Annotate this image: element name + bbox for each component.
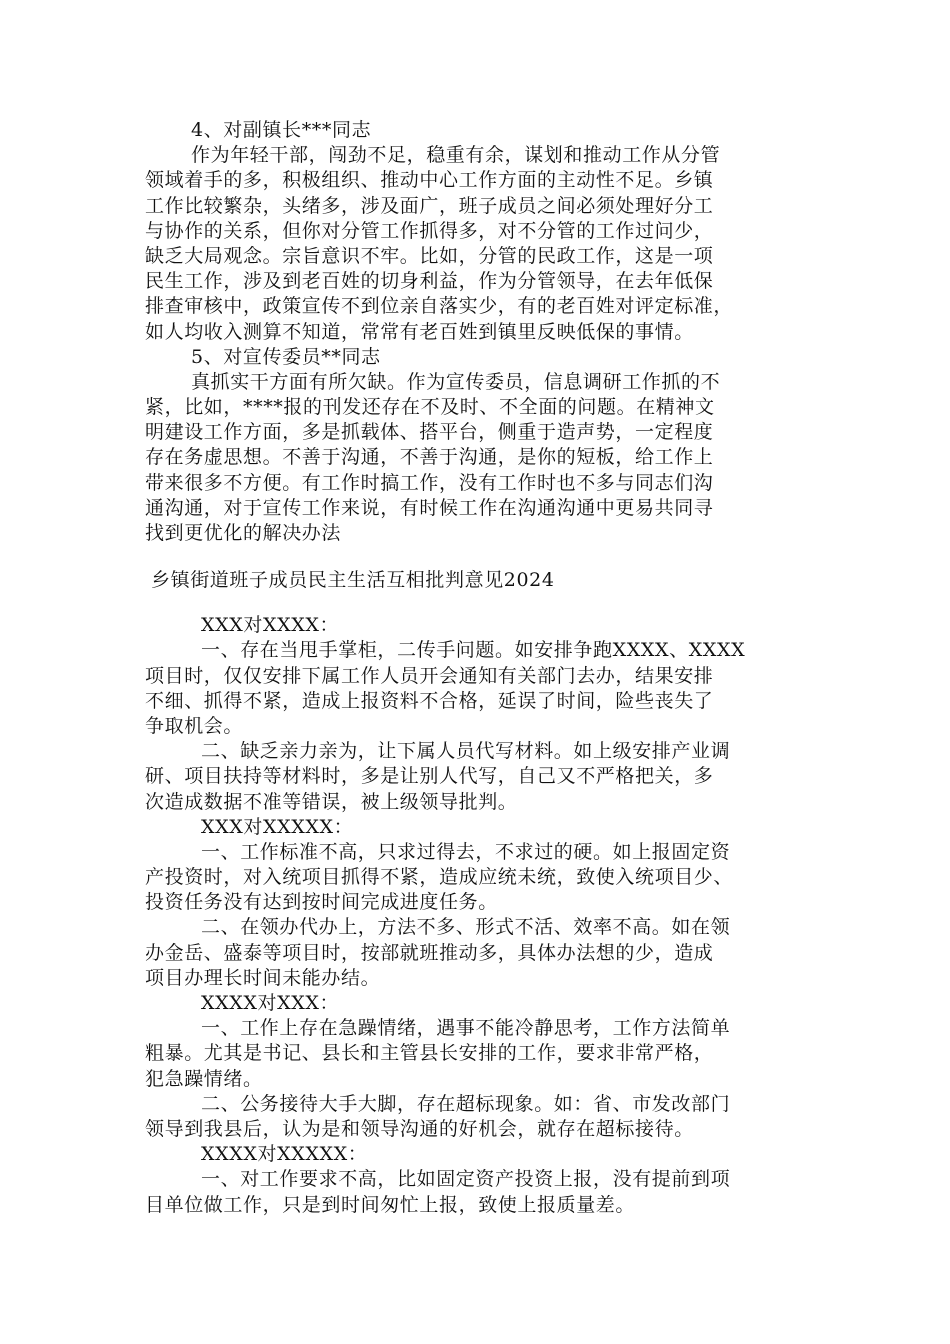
- paragraph-line: 研、项目扶持等材料时，多是让别人代写，自己又不严格把关，多: [145, 765, 714, 788]
- paragraph-line: 通沟通，对于宣传工作来说，有时候工作在沟通沟通中更易共同寻: [145, 496, 714, 519]
- paragraph-line: 一、存在当甩手掌柜，二传手问题。如安排争跑XXXX、XXXX: [201, 639, 746, 662]
- spacer: [145, 546, 810, 568]
- document-page: [145, 118, 810, 1218]
- paragraph-line: 项目时，仅仅安排下属工作人员开会通知有关部门去办，结果安排: [145, 664, 714, 687]
- paragraph-line: 领导到我县后，认为是和领导沟通的好机会，就存在超标接待。: [145, 1117, 694, 1140]
- paragraph-line: 次造成数据不准等错误，被上级领导批判。: [145, 790, 518, 813]
- block-heading: XXXX对XXXXX：: [201, 1143, 368, 1166]
- paragraph-line: 犯急躁情绪。: [145, 1067, 263, 1090]
- paragraph-line: 工作比较繁杂，头绪多，涉及面广，班子成员之间必须处理好分工: [145, 194, 714, 217]
- paragraph-line: 真抓实干方面有所欠缺。作为宣传委员，信息调研工作抓的不: [191, 370, 721, 393]
- paragraph-line: 争取机会。: [145, 714, 244, 737]
- paragraph-line: 带来很多不方便。有工作时搞工作，没有工作时也不多与同志们沟: [145, 471, 714, 494]
- paragraph-line: 如人均收入测算不知道，常常有老百姓到镇里反映低保的事情。: [145, 320, 694, 343]
- paragraph-line: 办金岳、盛泰等项目时，按部就班推动多，具体办法想的少，造成: [145, 941, 714, 964]
- paragraph-line: 找到更优化的解决办法: [145, 522, 342, 544]
- paragraph-line: 紧，比如，****报的刊发还存在不及时、不全面的问题。在精神文: [145, 396, 715, 419]
- block-heading: XXXX对XXX：: [201, 992, 340, 1014]
- paragraph-line: 投资任务没有达到按时间完成进度任务。: [145, 891, 498, 914]
- heading-propaganda: 5、对宣传委员**同志: [191, 345, 381, 368]
- paragraph-line: 存在务虚思想。不善于沟通，不善于沟通，是你的短板，给工作上: [145, 446, 714, 469]
- paragraph-line: 缺乏大局观念。宗旨意识不牢。比如，分管的民政工作，这是一项: [145, 244, 714, 267]
- section-title: 乡镇街道班子成员民主生活互相批判意见2024: [151, 569, 555, 592]
- spacer: [145, 593, 810, 613]
- paragraph-line: 产投资时，对入统项目抓得不紧，造成应统未统，致使入统项目少、: [145, 866, 734, 889]
- block-heading: XXX对XXXXX：: [201, 815, 354, 838]
- paragraph-line: 一、对工作要求不高，比如固定资产投资上报，没有提前到项: [201, 1168, 731, 1191]
- paragraph-line: 目单位做工作，只是到时间匆忙上报，致使上报质量差。: [145, 1193, 636, 1216]
- paragraph-line: 一、工作上存在急躁情绪，遇事不能冷静思考，工作方法简单: [201, 1017, 731, 1040]
- paragraph-line: 一、工作标准不高，只求过得去，不求过的硬。如上报固定资: [201, 840, 731, 863]
- paragraph-line: 明建设工作方面，多是抓载体、搭平台，侧重于造声势，一定程度: [145, 421, 714, 444]
- paragraph-line: 二、公务接待大手大脚，存在超标现象。如：省、市发改部门: [201, 1092, 731, 1115]
- paragraph-line: 二、在领办代办上，方法不多、形式不活、效率不高。如在领: [201, 916, 731, 939]
- block-heading: XXX对XXXX：: [201, 614, 340, 637]
- paragraph-line: 民生工作，涉及到老百姓的切身利益，作为分管领导，在去年低保: [145, 270, 714, 293]
- paragraph-line: 领域着手的多，积极组织、推动中心工作方面的主动性不足。乡镇: [145, 169, 714, 192]
- paragraph-line: 与协作的关系，但你对分管工作抓得多，对不分管的工作过问少，: [145, 219, 714, 242]
- heading-vice-mayor: 4、对副镇长***同志: [191, 119, 372, 141]
- paragraph-line: 作为年轻干部，闯劲不足，稳重有余，谋划和推动工作从分管: [191, 144, 721, 167]
- paragraph-line: 项目办理长时间未能办结。: [145, 966, 381, 989]
- paragraph-line: 排查审核中，政策宣传不到位亲自落实少，有的老百姓对评定标准，: [145, 295, 734, 318]
- paragraph-line: 不细、抓得不紧，造成上报资料不合格，延误了时间，险些丧失了: [145, 689, 714, 712]
- paragraph-line: 二、缺乏亲力亲为，让下属人员代写材料。如上级安排产业调: [201, 740, 731, 763]
- paragraph-line: 粗暴。尤其是书记、县长和主管县长安排的工作，要求非常严格，: [145, 1042, 714, 1065]
